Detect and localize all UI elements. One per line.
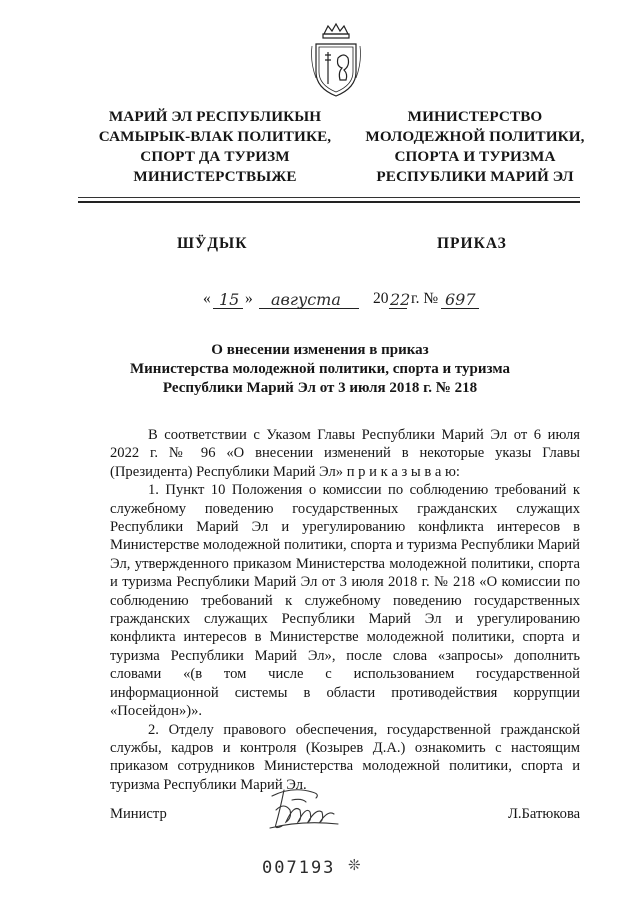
- date-line: [193, 290, 493, 314]
- registration-number: 007193: [262, 858, 336, 878]
- body-paragraph-item-1: 1. Пункт 10 Положения о комиссии по соблюдению требований к служебному поведению государственных гражданских служащих Республики Марий Эл и урегулированию конфликта интересов в Министерстве молодежной политики, спорта и туризма Республики Марий Эл, утвержденного приказом Министерства молодежной политики, спорта и туризма Республики Марий Эл от 3 июля 2018 г. № 218 «О комиссии по соблюдению требований к служебному поведению государственных гражданских служащих Республики Марий Эл и урегулированию конфликта интересов в Министерстве молодежной политики, спорта и туризма Республики Марий Эл», после слова «запросы» дополнить словами «(в том числе с использованием государственной информационной системы в области противодействия коррупции «Посейдон»)».: [110, 482, 580, 720]
- date-open-quote: «: [203, 290, 211, 307]
- order-title-line: О внесении изменения в приказ: [211, 342, 429, 358]
- registration-mark: ❊: [348, 858, 361, 874]
- header-russian-line: СПОРТА И ТУРИЗМА: [394, 148, 556, 165]
- header-russian-line: РЕСПУБЛИКИ МАРИЙ ЭЛ: [376, 168, 574, 185]
- date-month: августа: [271, 290, 341, 309]
- date-close-quote: »: [245, 290, 253, 307]
- header-divider-thick: [78, 201, 580, 203]
- order-number-underline: [441, 308, 479, 309]
- header-mari-line: САМЫРЫК-ВЛАК ПОЛИТИКЕ,: [98, 128, 332, 145]
- date-day-underline: [213, 308, 243, 309]
- signatory-title: Министр: [110, 806, 167, 822]
- header-mari: [90, 107, 340, 187]
- order-title-line: Республики Марий Эл от 3 июля 2018 г. № 218: [162, 380, 478, 396]
- date-year-underline: [389, 308, 407, 309]
- order-title: [100, 341, 540, 398]
- date-month-underline: [259, 308, 359, 309]
- handwritten-signature: [262, 780, 342, 836]
- doc-type-russian: ПРИКАЗ: [437, 235, 507, 252]
- header-divider-thin: [78, 197, 580, 198]
- date-day: 15: [219, 290, 240, 309]
- body-paragraph-item-2: 2. Отделу правового обеспечения, государственной гражданской службы, кадров и контроля (Козырев Д.А.) ознакомить с настоящим приказом сотрудников Министерства молодежной политики, спорта и туризма Республики Марий Эл.: [110, 721, 580, 793]
- order-number: 697: [445, 290, 476, 309]
- doc-type-mari: ШӰДЫК: [177, 235, 248, 252]
- header-russian-line: МИНИСТЕРСТВО: [407, 108, 543, 125]
- header-russian-line: МОЛОДЕЖНОЙ ПОЛИТИКИ,: [365, 128, 585, 145]
- date-year-suffix: 22: [390, 290, 411, 309]
- header-mari-line: МИНИСТЕРСТВЫЖЕ: [133, 168, 297, 185]
- header-russian: [355, 107, 595, 187]
- header-mari-line: МАРИЙ ЭЛ РЕСПУБЛИКЫН: [108, 108, 322, 125]
- header-mari-line: СПОРТ ДА ТУРИЗМ: [140, 148, 290, 165]
- order-title-line: Министерства молодежной политики, спорта и туризма: [130, 361, 510, 377]
- body-paragraph-preamble: В соответствии с Указом Главы Республики Марий Эл от 6 июля 2022 г. № 96 «О внесении изменений в некоторые указы Главы (Президента) Республики Марий Эл» п р и к а з ы в а ю:: [110, 427, 580, 480]
- coat-of-arms-icon: [310, 22, 362, 100]
- date-year-prefix: 20: [373, 290, 389, 307]
- signatory-name: Л.Батюкова: [508, 806, 581, 822]
- order-body: [110, 426, 580, 794]
- date-year-label: г. №: [411, 290, 439, 307]
